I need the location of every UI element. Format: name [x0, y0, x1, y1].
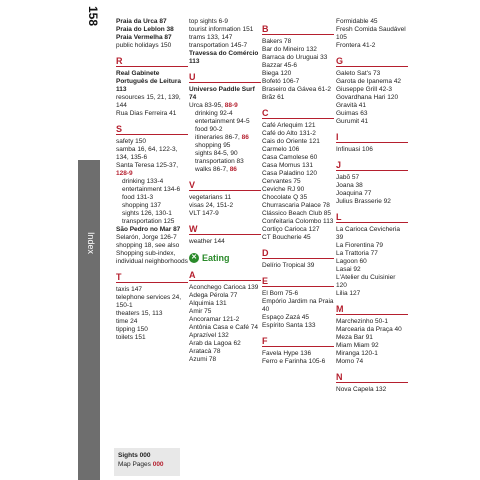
index-entry-text: theaters 15, 113: [116, 310, 163, 317]
index-entry: [336, 70, 408, 78]
index-entry: [336, 258, 408, 266]
index-entry-text: Casa Paladino 120: [262, 170, 317, 177]
index-entry-text: toilets 151: [116, 334, 146, 341]
index-entry-text: Infinuasi 106: [336, 146, 373, 153]
index-entry-text: resources 15, 21, 139, 144: [116, 94, 181, 109]
index-entry: [262, 86, 334, 94]
index-entry: [336, 198, 408, 206]
index-entry-text: Marchezinho 50-1: [336, 318, 389, 325]
index-entry: [116, 286, 188, 294]
index-entry-text: Garota de Ipanema 42: [336, 78, 402, 85]
index-entry-text: tourist information 151: [189, 26, 254, 33]
index-entry-text: telephone services 24, 150-1: [116, 294, 182, 309]
index-subentry: [189, 150, 261, 158]
index-entry: [189, 26, 261, 34]
map-page-ref: 88-9: [224, 102, 238, 109]
index-entry: [336, 342, 408, 350]
index-entry-text: vegetarians 11: [189, 194, 232, 201]
index-entry-text: Urca 83-95,: [189, 102, 223, 109]
index-entry-text: food 131-3: [122, 194, 154, 201]
index-entry: [262, 202, 334, 210]
index-entry-text: Fresh Comida Saudável 105: [336, 26, 406, 41]
index-entry-text: Barraca do Uruguai 33: [262, 54, 328, 61]
index-subentry: [116, 178, 188, 186]
index-entry: [262, 94, 334, 102]
index-entry-text: Santa Teresa 125-37,: [116, 162, 179, 169]
index-entry: [116, 94, 188, 110]
index-entry-text: Empório Jardim na Praia 40: [262, 298, 334, 313]
index-letter-heading: E: [262, 276, 334, 287]
index-entry: [189, 324, 261, 332]
index-entry: [262, 38, 334, 46]
index-column-2: [189, 18, 261, 364]
index-letter-heading: B: [262, 24, 334, 35]
index-entry: [189, 18, 261, 26]
index-entry-text: Bar do Mineiro 132: [262, 46, 317, 53]
index-entry-text: taxis 147: [116, 286, 143, 293]
index-entry: [336, 266, 408, 274]
index-entry: [336, 102, 408, 110]
index-entry: [189, 42, 261, 50]
index-entry-text: Casa Camolese 60: [262, 154, 318, 161]
index-entry-text: Rua Dias Ferreira 41: [116, 110, 177, 117]
index-subentry: [189, 142, 261, 150]
index-entry-text: São Pedro no Mar 87: [116, 226, 181, 233]
index-entry: [262, 314, 334, 322]
index-entry-text: entertainment 134-6: [122, 186, 181, 193]
index-entry-text: Julius Brasserie 92: [336, 198, 391, 205]
index-entry-text: Praia Vermelha 87: [116, 34, 172, 41]
index-entry: [116, 34, 188, 42]
index-entry-text: Real Gabinete Português de Leitura 113: [116, 70, 182, 93]
index-entry-text: shopping 95: [195, 142, 231, 149]
index-entry: [262, 146, 334, 154]
index-entry-text: Govardhana Hari 120: [336, 94, 399, 101]
index-entry: [336, 350, 408, 358]
index-entry-text: transportation 125: [122, 218, 175, 225]
index-entry-text: La Carioca Cevicheria 39: [336, 226, 400, 241]
index-letter-heading: U: [189, 72, 261, 83]
index-entry-text: Ceviche RJ 90: [262, 186, 305, 193]
index-entry: [189, 316, 261, 324]
index-entry: [262, 262, 334, 270]
index-entry-text: Joana 38: [336, 182, 363, 189]
index-entry: [189, 356, 261, 364]
index-entry: [336, 190, 408, 198]
index-entry-text: shopping 18, see also Shopping sub-index, individual neighborhoods: [116, 242, 188, 265]
index-entry: [262, 54, 334, 62]
index-entry: [262, 298, 334, 314]
index-entry-text: Giuseppe Grill 42-3: [336, 86, 392, 93]
index-entry-text: Universo Paddle Surf 74: [189, 86, 255, 101]
index-entry: [262, 130, 334, 138]
index-entry: [189, 292, 261, 300]
index-entry: [336, 242, 408, 250]
index-entry: [262, 46, 334, 54]
index-entry-text: Frontera 41-2: [336, 42, 376, 49]
index-letter-heading: F: [262, 336, 334, 347]
index-entry: [116, 26, 188, 34]
index-entry: [116, 162, 188, 178]
index-letter-heading: N: [336, 372, 408, 383]
index-entry: [189, 50, 261, 66]
index-entry-text: Lilia 127: [336, 290, 361, 297]
index-entry: [262, 226, 334, 234]
map-page-ref: 128-9: [116, 170, 133, 177]
index-entry: [336, 334, 408, 342]
index-entry-text: transportation 83: [195, 158, 244, 165]
index-column-1: [116, 18, 188, 342]
index-letter-heading: A: [189, 270, 261, 281]
index-entry: [189, 348, 261, 356]
index-entry-text: Miranga 120-1: [336, 350, 378, 357]
index-entry: [336, 326, 408, 334]
index-entry: [116, 18, 188, 26]
index-entry-text: Alquimia 131: [189, 300, 227, 307]
index-entry-text: Jabõ 57: [336, 174, 360, 181]
eating-heading-label: Eating: [202, 253, 230, 263]
index-entry-text: Espírito Santa 133: [262, 322, 316, 329]
index-letter-heading: M: [336, 304, 408, 315]
index-entry: [262, 78, 334, 86]
index-entry-text: visas 24, 151-2: [189, 202, 234, 209]
index-entry-text: La Trattoria 77: [336, 250, 378, 257]
index-entry: [336, 86, 408, 94]
index-entry-text: Churrascaria Palace 78: [262, 202, 330, 209]
index-entry: [262, 70, 334, 78]
index-entry: [262, 186, 334, 194]
index-entry: [189, 332, 261, 340]
index-entry: [262, 178, 334, 186]
index-entry: [189, 202, 261, 210]
index-entry: [336, 358, 408, 366]
index-entry: [262, 138, 334, 146]
index-entry: [189, 238, 261, 246]
index-entry: [262, 62, 334, 70]
index-subentry: [189, 166, 261, 174]
index-entry-text: Antônia Casa e Café 74: [189, 324, 259, 331]
index-entry-text: Lasai 92: [336, 266, 361, 273]
index-entry: [336, 78, 408, 86]
index-subentry: [116, 210, 188, 218]
index-letter-heading: D: [262, 248, 334, 259]
index-entry: [336, 274, 408, 290]
index-entry-text: drinking 92-4: [195, 110, 233, 117]
index-entry-text: Praia do Leblon 38: [116, 26, 174, 33]
index-entry: [336, 94, 408, 102]
index-entry: [116, 146, 188, 162]
eating-icon: ✕: [189, 253, 199, 263]
index-letter-heading: W: [189, 224, 261, 235]
index-entry: [116, 138, 188, 146]
index-entry: [262, 322, 334, 330]
index-subentry: [189, 126, 261, 134]
index-entry-text: Selarón, Jorge 126-7: [116, 234, 177, 241]
index-entry: [189, 284, 261, 292]
index-entry-text: weather 144: [189, 238, 225, 245]
index-entry: [262, 290, 334, 298]
index-entry-text: Meza Bar 91: [336, 334, 373, 341]
index-entry: [189, 194, 261, 202]
index-entry-text: drinking 133-4: [122, 178, 164, 185]
index-entry: [116, 70, 188, 94]
index-entry-text: time 24: [116, 318, 138, 325]
index-entry: [262, 194, 334, 202]
index-entry-text: walks 86-7,: [195, 166, 228, 173]
index-entry: [262, 234, 334, 242]
legend-map-pages-label: Map Pages: [118, 461, 151, 468]
index-entry-text: Lagoon 60: [336, 258, 367, 265]
index-entry: [336, 174, 408, 182]
index-entry: [116, 310, 188, 318]
index-subentry: [189, 158, 261, 166]
index-entry-text: safety 150: [116, 138, 146, 145]
index-letter-heading: C: [262, 108, 334, 119]
index-letter-heading: S: [116, 124, 188, 135]
index-entry: [336, 250, 408, 258]
index-entry: [262, 358, 334, 366]
index-subentry: [116, 218, 188, 226]
index-entry-text: Arab da Lagoa 62: [189, 340, 241, 347]
index-subentry: [116, 186, 188, 194]
page-number: 158: [86, 6, 100, 27]
index-entry-text: Braseiro da Gávea 61-2: [262, 86, 332, 93]
index-entry-text: Amir 75: [189, 308, 212, 315]
index-entry-text: sights 84-5, 90: [195, 150, 238, 157]
index-entry: [336, 182, 408, 190]
index-entry: [262, 170, 334, 178]
index-entry-text: Nova Capela 132: [336, 386, 387, 393]
index-entry-text: Joaquina 77: [336, 190, 372, 197]
index-column-3: [262, 18, 334, 366]
index-entry: [189, 210, 261, 218]
index-entry-text: CT Boucherie 45: [262, 234, 311, 241]
index-entry: [336, 26, 408, 42]
index-entry-text: Confeitaria Colombo 113: [262, 218, 334, 225]
index-entry-text: Cais do Oriente 121: [262, 138, 320, 145]
index-entry: [116, 110, 188, 118]
index-entry: [336, 110, 408, 118]
index-entry-text: Espaço Zazá 45: [262, 314, 309, 321]
index-letter-heading: I: [336, 132, 408, 143]
index-letter-heading: G: [336, 56, 408, 67]
index-entry-text: Marcearia da Praça 40: [336, 326, 402, 333]
index-entry-text: Chocolate Q 35: [262, 194, 308, 201]
index-entry-text: itineraries 86-7,: [195, 134, 240, 141]
index-entry-text: Praia da Urca 87: [116, 18, 167, 25]
section-tab: [78, 160, 100, 480]
index-entry-text: shopping 137: [122, 202, 162, 209]
index-entry-text: sights 126, 130-1: [122, 210, 172, 217]
index-entry-text: Favela Hype 136: [262, 350, 312, 357]
index-entry: [336, 318, 408, 326]
index-entry-text: Momo 74: [336, 358, 364, 365]
index-entry-text: top sights 6-9: [189, 18, 229, 25]
index-entry-text: Gravità 41: [336, 102, 366, 109]
index-entry-text: VLT 147-9: [189, 210, 219, 217]
index-entry-text: Aratacà 78: [189, 348, 221, 355]
index-entry: [336, 146, 408, 154]
index-entry-text: Café Arlequim 121: [262, 122, 316, 129]
index-entry-text: Miam Miam 92: [336, 342, 379, 349]
index-column-4: [336, 18, 408, 394]
index-entry-text: transportation 145-7: [189, 42, 248, 49]
index-entry-text: Ancoramar 121-2: [189, 316, 240, 323]
legend-map-pages-value: 000: [152, 461, 164, 468]
index-entry-text: entertainment 94-5: [195, 118, 250, 125]
index-entry-text: trams 133, 147: [189, 34, 233, 41]
index-entry-text: samba 16, 64, 122-3, 134, 135-6: [116, 146, 178, 161]
index-entry: [336, 118, 408, 126]
index-entry-text: Carmelo 106: [262, 146, 300, 153]
index-entry: [336, 42, 408, 50]
index-letter-heading: J: [336, 160, 408, 171]
index-entry: [262, 154, 334, 162]
index-entry-text: Bofetó 106-7: [262, 78, 300, 85]
index-letter-heading: R: [116, 56, 188, 67]
index-entry: [336, 18, 408, 26]
index-entry: [262, 122, 334, 130]
index-entry-text: Guimas 63: [336, 110, 368, 117]
index-subentry: [189, 118, 261, 126]
index-entry-text: Azumi 78: [189, 356, 217, 363]
index-entry: [116, 234, 188, 242]
index-entry: [116, 326, 188, 334]
index-entry: [189, 34, 261, 42]
index-entry-text: public holidays 150: [116, 42, 172, 49]
index-entry: [116, 318, 188, 326]
map-page-ref: 86: [241, 134, 249, 141]
index-entry: [189, 340, 261, 348]
index-entry: [116, 294, 188, 310]
index-entry: [116, 242, 188, 266]
index-entry-text: Delírio Tropical 39: [262, 262, 315, 269]
index-entry: [262, 350, 334, 358]
index-subentry: [116, 194, 188, 202]
index-entry: [116, 334, 188, 342]
index-entry-text: food 90-2: [195, 126, 223, 133]
index-entry-text: Biega 120: [262, 70, 292, 77]
index-entry-text: Adega Pérola 77: [189, 292, 238, 299]
index-subentry: [189, 110, 261, 118]
index-letter-heading: T: [116, 272, 188, 283]
index-entry-text: Aprazível 132: [189, 332, 229, 339]
index-entry-text: La Fiorentina 79: [336, 242, 383, 249]
index-entry-text: Clássico Beach Club 85: [262, 210, 332, 217]
index-entry-text: L'Atelier du Cuisinier 120: [336, 274, 396, 289]
index-entry-text: Cervantes 75: [262, 178, 301, 185]
index-subentry: [189, 134, 261, 142]
index-entry: [336, 386, 408, 394]
index-entry-text: Bazzar 45-6: [262, 62, 298, 69]
eating-subindex-heading: [189, 252, 261, 264]
index-entry-text: Café do Alto 131-2: [262, 130, 316, 137]
index-entry-text: Bakers 78: [262, 38, 292, 45]
index-entry: [189, 86, 261, 102]
index-entry: [116, 42, 188, 50]
index-letter-heading: L: [336, 212, 408, 223]
index-entry: [336, 226, 408, 242]
index-entry-text: Brãz 61: [262, 94, 285, 101]
index-entry: [189, 102, 261, 110]
legend-sights: Sights 000: [118, 452, 151, 459]
index-subentry: [116, 202, 188, 210]
index-entry-text: Travessa do Comércio 113: [189, 50, 259, 65]
legend-box: [114, 448, 180, 476]
index-entry-text: Formidable 45: [336, 18, 378, 25]
index-entry: [189, 308, 261, 316]
index-entry: [262, 218, 334, 226]
index-entry: [116, 226, 188, 234]
index-entry-text: El Born 75-6: [262, 290, 299, 297]
index-letter-heading: V: [189, 180, 261, 191]
index-entry-text: tipping 150: [116, 326, 148, 333]
index-entry-text: Ferro e Farinha 105-6: [262, 358, 326, 365]
index-entry-text: Casa Momus 131: [262, 162, 313, 169]
map-page-ref: 86: [229, 166, 237, 173]
legend-map-pages: [118, 460, 176, 469]
index-entry: [189, 300, 261, 308]
index-entry: [262, 162, 334, 170]
section-tab-label: Index: [86, 232, 96, 255]
index-entry-text: Cortiço Carioca 127: [262, 226, 320, 233]
index-entry: [336, 290, 408, 298]
index-entry: [262, 210, 334, 218]
index-entry-text: Aconchego Carioca 139: [189, 284, 259, 291]
index-entry-text: Galeto Sat's 73: [336, 70, 381, 77]
index-entry-text: Gurumit 41: [336, 118, 369, 125]
